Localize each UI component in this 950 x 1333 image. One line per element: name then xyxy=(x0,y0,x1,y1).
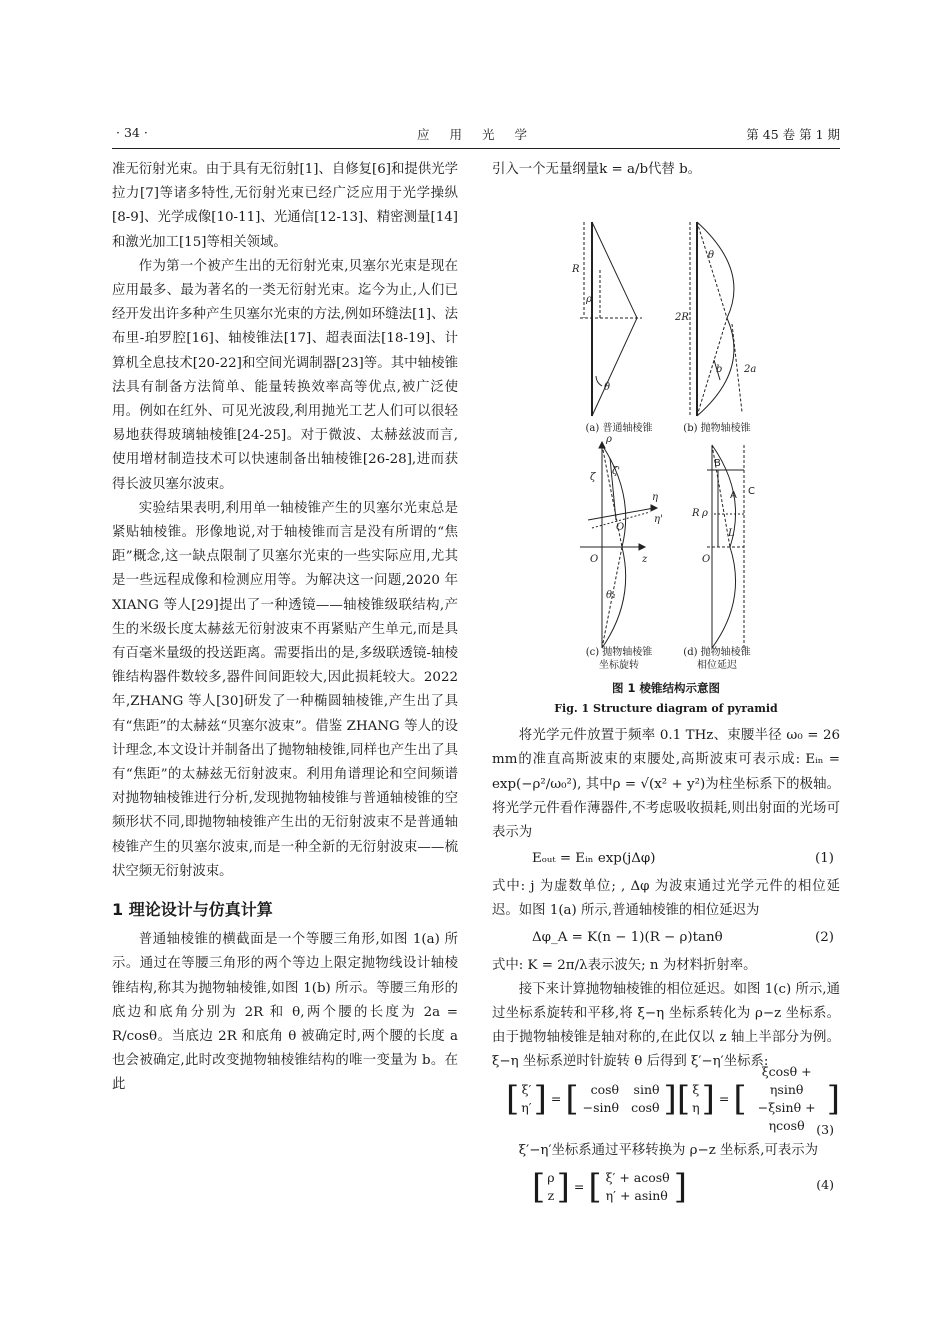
equation-2 xyxy=(492,926,840,952)
subcaption-d2: 相位延迟 xyxy=(697,660,737,672)
paragraph-r4: 接下来计算抛物轴棱锥的相位延迟。如图 1(c) 所示,通过坐标系旋转和平移,将 ξ−η 坐标系转化为 ρ−z 坐标系。由于抛物轴棱锥是轴对称的,在此仅以 z 轴上半部分为例。ξ−η 坐标系逆时针旋转 θ 后得到 ξ′−η′坐标系: xyxy=(492,981,840,1070)
label-rho-c: ρ xyxy=(606,434,612,446)
label-eta-c: η xyxy=(652,492,658,504)
eq4-lhs-2: z xyxy=(547,1187,555,1203)
paragraph-r3: 式中: K = 2π/λ表示波矢; n 为材料折射率。 xyxy=(492,957,757,973)
eq3-v1: ξ xyxy=(692,1081,700,1097)
eq3-v2: η xyxy=(692,1099,700,1115)
eq4-lhs-1: ρ xyxy=(547,1169,555,1185)
equation-2-body: Δφ_A = K(n − 1)(R − ρ)tanθ xyxy=(532,929,723,945)
label-R-a: R xyxy=(572,264,580,276)
equation-2-number: (2) xyxy=(815,929,834,945)
eq3-r1: ξcosθ + ηsinθ xyxy=(761,1063,812,1097)
eq3-m21: −sinθ xyxy=(582,1099,620,1115)
label-B-d: B xyxy=(714,458,721,470)
paragraph-intro: 引入一个无量纲量k = a/b代替 b。 xyxy=(492,162,702,177)
subcaption-d1: (d) 抛物轴棱锥 xyxy=(683,647,751,659)
label-zeta-prime-c: ζ' xyxy=(612,466,621,478)
equation-3: [ ξ′ η′ ] = [ cosθ sinθ −sinθ cosθ ] [ ξ η ] = [ ξcosθ + ηsinθ −ξsinθ + ηcosθ ] (3) xyxy=(506,1075,840,1123)
figure-caption-en: Fig. 1 Structure diagram of pyramid xyxy=(554,702,778,716)
paragraph-1: 准无衍射光束。由于具有无衍射[1]、自修复[6]和提供光学拉力[7]等诸多特性,无衍射光束已经广泛应用于光学操纵[8-9]、光学成像[10-11]、光通信[12-13]、精密测量[14]和激光加工[15]等相关领域。 xyxy=(112,162,458,250)
paragraph-r2: 式中: j 为虚数单位; , Δφ 为波束通过光学元件的相位延迟。如图 1(a) 所示,普通轴棱锥的相位延迟为 xyxy=(492,879,840,919)
page-number: · 34 · xyxy=(116,125,148,140)
section-title: 1 理论设计与仿真计算 xyxy=(112,900,273,920)
equation-4: [ ρ z ] = [ ξ′ + acosθ η′ + asinθ ] (4) xyxy=(532,1166,834,1207)
label-O-c: O xyxy=(590,554,599,566)
label-theta1-c: θ₁ xyxy=(606,590,617,602)
eq3-r2: −ξsinθ + ηcosθ xyxy=(757,1099,816,1133)
label-rho-d: ρ xyxy=(702,508,708,520)
eq3-lhs-1: ξ′ xyxy=(521,1081,532,1097)
subcaption-c1: (c) 抛物轴棱锥 xyxy=(585,647,653,659)
label-L-d: L xyxy=(728,528,735,540)
page-header xyxy=(112,119,840,149)
label-theta-a: θ xyxy=(604,382,611,394)
subcaption-c2: 坐标旋转 xyxy=(599,660,639,672)
label-b-b: b xyxy=(716,364,723,376)
equation-3-number: (3) xyxy=(816,1122,834,1138)
paragraph-2: 作为第一个被产生出的无衍射光束,贝塞尔光束是现在应用最多、最为著名的一类无衍射光束。迄今为止,人们已经开发出许多种产生贝塞尔光束的方法,例如环缝法[1]、法布里-珀罗腔[16]、轴棱锥法[17]、超表面法[18-19]、计算机全息技术[20-22]和空间光调制器[23]等。其中轴棱锥法具有制备方法简单、能量转换效率高等优点,被广泛使用。例如在红外、可见光波段,利用抛光工艺人们可以很轻易地获得玻璃轴棱锥[24-25]。对于微波、太赫兹波而言,使用增材制造技术可以快速制备出轴棱锥[26-28],进而获得长波贝塞尔波束。 xyxy=(112,258,458,492)
eq4-r1: ξ′ + acosθ xyxy=(605,1169,670,1185)
left-column xyxy=(112,158,458,1098)
label-2R-b: 2R xyxy=(675,312,689,324)
paragraph-4: 普通轴棱锥的横截面是一个等腰三角形,如图 1(a) 所示。通过在等腰三角形的两个等边上限定抛物线设计轴棱锥结构,称其为抛物轴棱锥,如图 1(b) 所示。等腰三角形的底边和底角分别为 2R 和 θ,两个腰的长度为 2a = R/cosθ。当底边 2R 和底角 θ 被确定时,两个腰的长度 a 也会被确定,此时改变抛物轴棱锥结构的唯一变量为 b。在此 xyxy=(112,932,458,1093)
subcaption-a: (a) 普通轴棱锥 xyxy=(585,423,653,435)
right-column xyxy=(492,158,840,1211)
label-R-d: R xyxy=(692,508,700,520)
issue-label: 第 45 卷 第 1 期 xyxy=(746,127,840,142)
label-rho-a: ρ xyxy=(586,294,592,306)
paragraph-r5: ξ′−η′坐标系通过平移转换为 ρ−z 坐标系,可表示为 xyxy=(518,1142,819,1158)
axicon-a-drawing xyxy=(580,222,642,416)
label-z-c: z xyxy=(642,554,648,566)
label-C-d: C xyxy=(748,486,755,498)
equation-1-body: Eₒᵤₜ = Eᵢₙ exp(jΔφ) xyxy=(532,851,656,867)
eq3-lhs-2: η′ xyxy=(521,1099,532,1115)
label-A-d: A xyxy=(730,490,737,502)
axicon-d-drawing xyxy=(707,445,744,648)
subcaption-b: (b) 抛物轴棱锥 xyxy=(683,423,751,435)
figure-1 xyxy=(492,190,840,700)
eq4-r2: η′ + asinθ xyxy=(605,1187,668,1203)
eq3-m11: cosθ xyxy=(590,1081,620,1097)
label-theta-b: θ xyxy=(708,250,715,262)
eq3-m12: sinθ xyxy=(633,1081,660,1097)
label-O-d: O xyxy=(702,554,711,566)
label-zeta-c: ζ xyxy=(590,472,596,484)
figure-caption-cn: 图 1 棱锥结构示意图 xyxy=(611,681,720,696)
paragraph-r1: 将光学元件放置于频率 0.1 THz、束腰半径 ω₀ = 26 mm的准直高斯波束的束腰处,高斯波束可表示成: Eᵢₙ = exp(−ρ²/ω₀²), 其中ρ = √(x² + y²)为柱坐标系下的极轴。将光学元件看作薄器件,不考虑吸收损耗,则出射面的光场可表示为 xyxy=(492,728,840,841)
eq3-m22: cosθ xyxy=(631,1099,660,1115)
axicon-b-drawing xyxy=(690,222,742,416)
equation-4-number: (4) xyxy=(816,1176,834,1192)
journal-title: 应 用 光 学 xyxy=(417,127,535,142)
equation-1-number: (1) xyxy=(815,851,834,867)
figure-1-diagram xyxy=(492,190,840,670)
label-eta-prime-c: η' xyxy=(654,514,663,526)
equation-1 xyxy=(492,847,840,873)
paragraph-3: 实验结果表明,利用单一轴棱锥产生的贝塞尔光束总是紧贴轴棱锥。形像地说,对于轴棱锥而言是没有所谓的“焦距”概念,这一缺点限制了贝塞尔光束的一些实际应用,尤其是一些远程成像和检测应用等。为解决这一问题,2020 年 XIANG 等人[29]提出了一种透镜——轴棱锥级联结构,产生的米级长度太赫兹无衍射波束不再紧贴产生单元,而是具有百毫米量级的投送距离。需要指出的是,多级联透镜-轴棱锥结构器件数较多,器件间间距较大,因此损耗较大。2022 年,ZHANG 等人[30]研发了一种椭圆轴棱锥,产生出了具有“焦距”的太赫兹“贝塞尔波束”。借鉴 ZHANG 等人的设计理念,本文设计并制备出了抛物轴棱锥,同样也产生出了具有“焦距”的太赫兹无衍射波束。利用角谱理论和空间频谱对抛物轴棱锥进行分析,发现抛物轴棱锥与普通轴棱锥的空频形状不同,即抛物轴棱锥产生出的无衍射波束不是普通轴棱锥产生的贝塞尔波束,而是一种全新的无衍射波束——梳状空频无衍射波束。 xyxy=(112,500,458,879)
label-O-prime-c: O' xyxy=(616,522,627,534)
label-2a-b: 2a xyxy=(744,364,757,376)
